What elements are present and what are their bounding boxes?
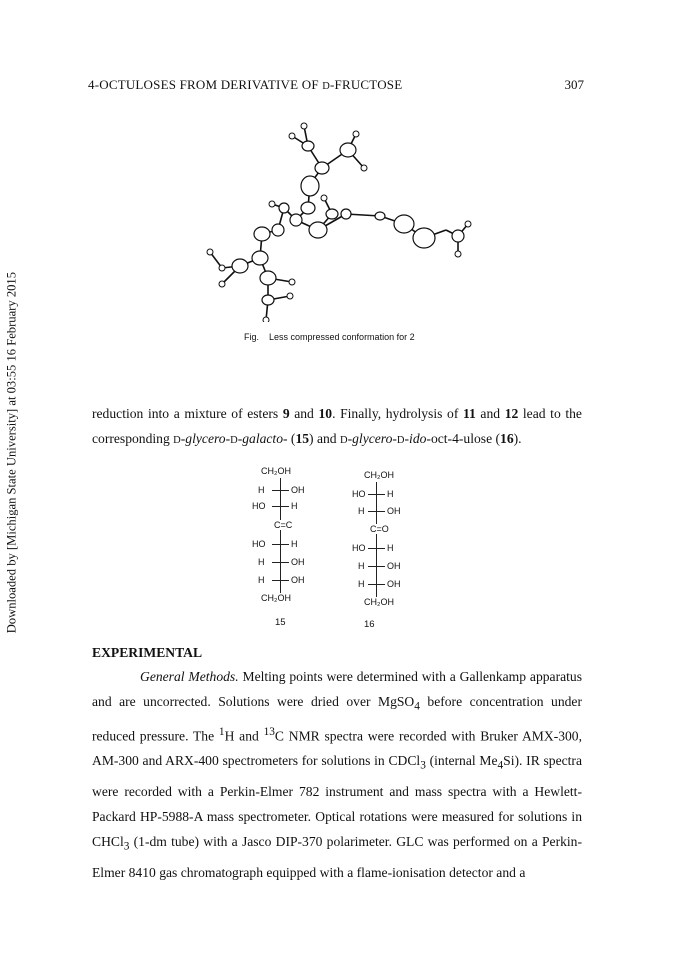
paragraph-general-methods: General Methods. Melting points were determined with a Gallenkamp apparatus and are uncorrected. Solutions were dried over MgSO$_4$ before concentration under reduced pressure. The $^1$H and $^{13}$C NMR spectra were recorded with Bruker AMX-300, AM-300 and ARX-400 spectrometers for solutions in CDCl$_3$ (internal $Me_4Si$). IR spectra were recorded with a Perkin-Elmer 782 instrument and mass spectra with a Hewlett-Packard HP-5988-A mass spectrometer. Optical rotations were measured for solutions in CHCl$_3$ (1-dm tube) with a Jasco DIP-370 polarimeter. GLC was performed on a Perkin-Elmer 8410 gas chromatograph equipped with a flame-ionisation detector and a	[92, 669, 583, 880]
download-watermark: Downloaded by [Michigan State University] at 03:55 16 February 2015	[4, 271, 19, 634]
page-number: 307	[564, 77, 584, 92]
compound-label-16: 16	[364, 619, 375, 630]
fischer-projection-16: CH₂OH HO H H OH C=O HO H H OH H OH CH₂OH	[352, 470, 401, 607]
figure-label: Fig.	[244, 332, 260, 342]
section-heading-experimental: EXPERIMENTAL	[92, 645, 203, 660]
running-title: 4-OCTULOSES FROM DERIVATIVE OF D-FRUCTOSE	[88, 77, 403, 92]
molecular-structure-figure	[196, 112, 486, 322]
compound-label-15: 15	[275, 617, 286, 628]
paragraph-reduction: reduction into a mixture of esters 9 and 10. Finally, hydrolysis of 11 and 12 lead to the corresponding D-glycero-D-galacto- (15) and D-glycero-D-ido-oct-4-ulose (16).	[92, 406, 582, 446]
figure-caption	[244, 332, 415, 342]
fischer-projection-15: CH₂OH H OH HO H C=C HO H H OH H OH CH₂OH	[252, 466, 305, 603]
figure-caption-text: Less compressed conformation for 2	[269, 332, 415, 342]
